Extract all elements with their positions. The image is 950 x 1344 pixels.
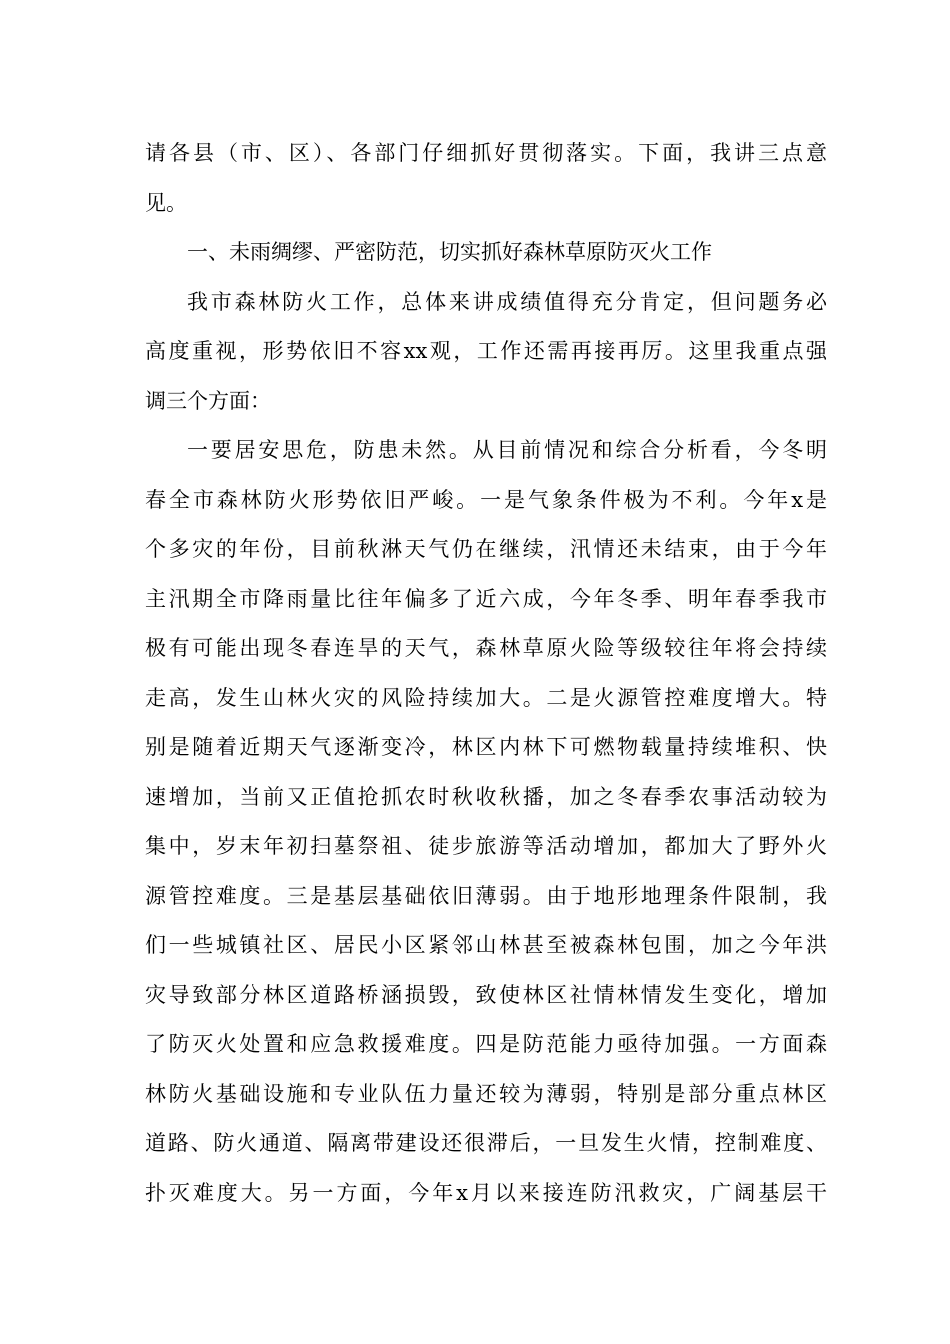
text-line: 扑灭难度大。另一方面，今年x月以来接连防汛救灾，广阔基层干 xyxy=(145,1180,827,1205)
text-line: 见。 xyxy=(145,190,187,215)
text-line: 灾导致部分林区道路桥涵损毁，致使林区社情林情发生变化，增加 xyxy=(145,982,827,1007)
text-line: 林防火基础设施和专业队伍力量还较为薄弱，特别是部分重点林区 xyxy=(145,1081,827,1106)
document-body xyxy=(145,129,827,1218)
text-line: 调三个方面： xyxy=(145,388,271,413)
text-line: 源管控难度。三是基层基础依旧薄弱。由于地形地理条件限制，我 xyxy=(145,883,827,908)
text-line: 走高，发生山林火灾的风险持续加大。二是火源管控难度增大。特 xyxy=(145,685,827,710)
text-line: 个多灾的年份，目前秋淋天气仍在继续，汛情还未结束，由于今年 xyxy=(145,537,827,561)
section-heading: 一、未雨绸缪、严密防范，切实抓好森林草原防灭火工作 xyxy=(187,240,712,264)
text-line: 高度重视，形势依旧不容xx观，工作还需再接再厉。这里我重点强 xyxy=(145,339,827,363)
text-line: 春全市森林防火形势依旧严峻。一是气象条件极为不利。今年x是 xyxy=(145,487,827,512)
text-line: 别是随着近期天气逐渐变冷，林区内林下可燃物载量持续堆积、快 xyxy=(145,735,827,759)
text-line: 我市森林防火工作，总体来讲成绩值得充分肯定，但问题务必 xyxy=(187,289,827,314)
text-line: 了防灭火处置和应急救援难度。四是防范能力亟待加强。一方面森 xyxy=(145,1032,827,1056)
text-line: 极有可能出现冬春连旱的天气，森林草原火险等级较往年将会持续 xyxy=(145,636,827,660)
text-line: 请各县（市、区）、各部门仔细抓好贯彻落实。下面，我讲三点意 xyxy=(145,141,827,165)
text-line: 主汛期全市降雨量比往年偏多了近六成，今年冬季、明年春季我市 xyxy=(145,586,827,611)
text-line: 速增加，当前又正值抢抓农时秋收秋播，加之冬春季农事活动较为 xyxy=(145,784,827,809)
text-line: 们一些城镇社区、居民小区紧邻山林甚至被森林包围，加之今年洪 xyxy=(145,933,827,957)
text-line: 一要居安思危，防患未然。从目前情况和综合分析看，今冬明 xyxy=(187,438,827,462)
text-line: 道路、防火通道、隔离带建设还很滞后，一旦发生火情，控制难度、 xyxy=(145,1131,827,1155)
text-line: 集中，岁末年初扫墓祭祖、徒步旅游等活动增加，都加大了野外火 xyxy=(145,834,827,858)
